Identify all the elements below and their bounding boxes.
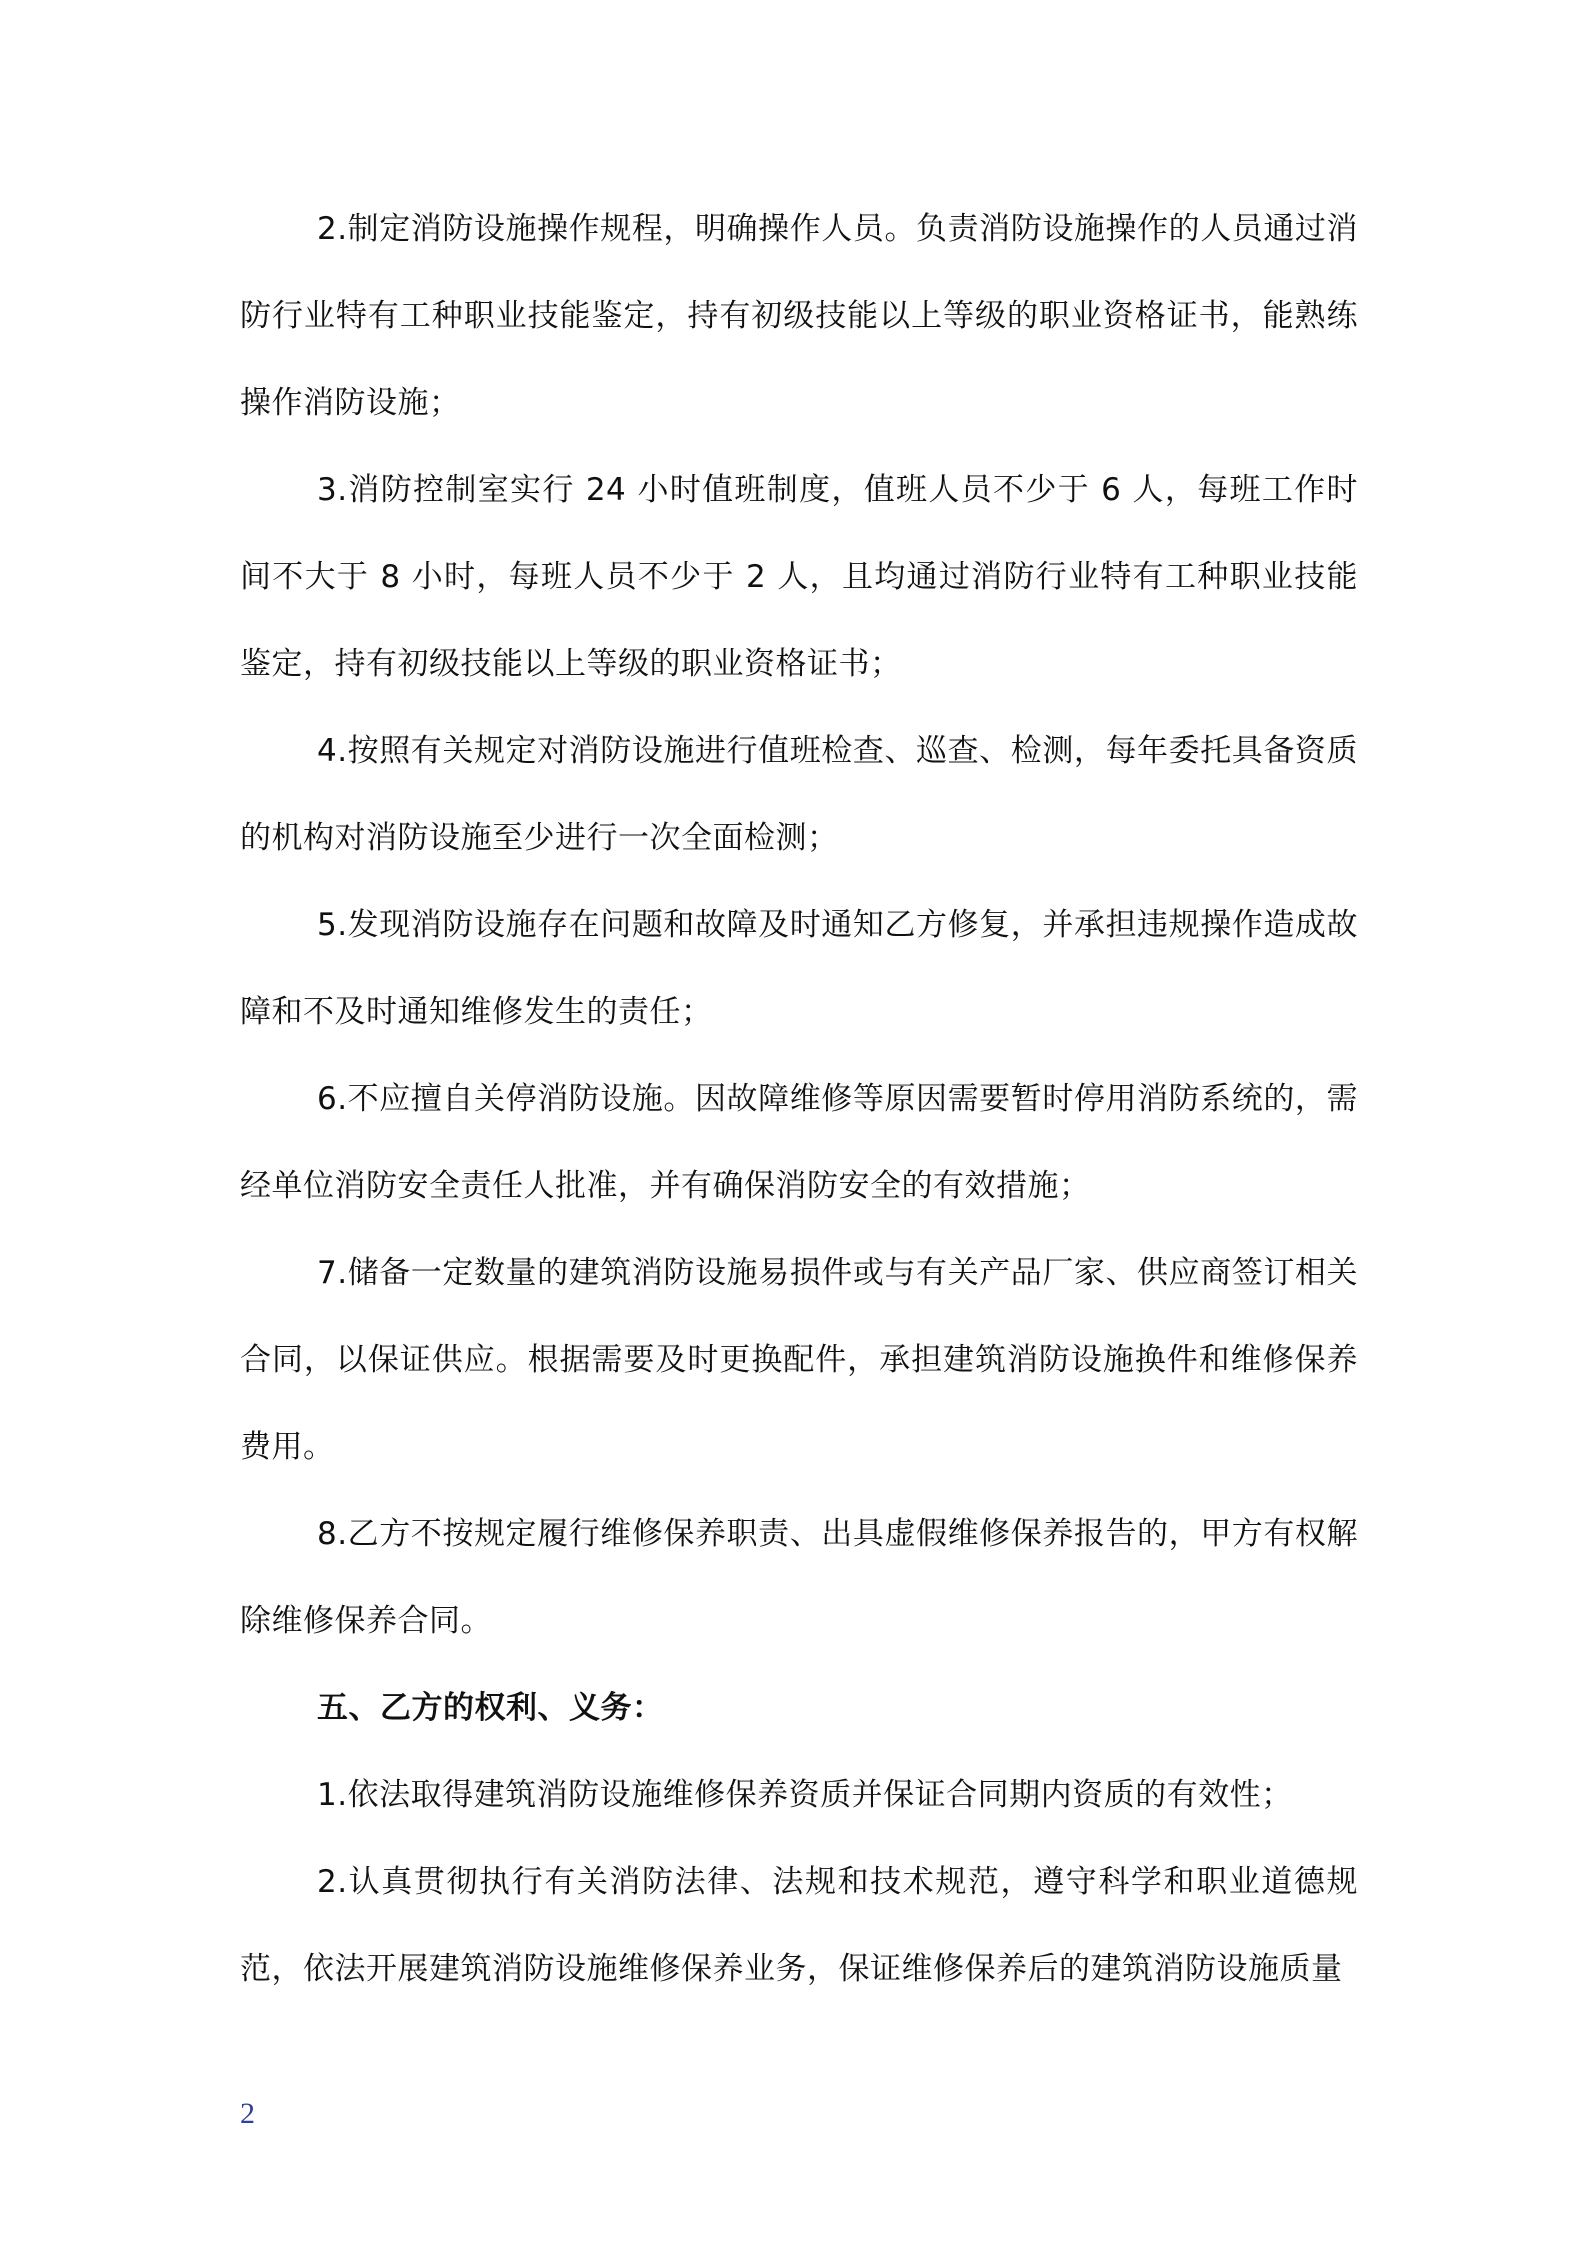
document-body <box>240 186 1358 2013</box>
section-heading: 五、乙方的权利、义务： <box>317 1690 664 1726</box>
paragraph-item-5: 5.发现消防设施存在问题和故障及时通知乙方修复，并承担违规操作造成故障和不及时通知维修发生的责任； <box>240 907 1358 1030</box>
paragraph-item-8: 8.乙方不按规定履行维修保养职责、出具虚假维修保养报告的，甲方有权解除维修保养合同。 <box>240 1516 1358 1639</box>
obligation-item-1: 1.依法取得建筑消防设施维修保养资质并保证合同期内资质的有效性； <box>317 1777 1293 1813</box>
paragraph-item-7: 7.储备一定数量的建筑消防设施易损件或与有关产品厂家、供应商签订相关合同，以保证供应。根据需要及时更换配件，承担建筑消防设施换件和维修保养费用。 <box>240 1255 1358 1465</box>
paragraph-item-4: 4.按照有关规定对消防设施进行值班检查、巡查、检测，每年委托具备资质的机构对消防设施至少进行一次全面检测； <box>240 733 1358 856</box>
obligation-item-2: 2.认真贯彻执行有关消防法律、法规和技术规范，遵守科学和职业道德规范，依法开展建筑消防设施维修保养业务，保证维修保养后的建筑消防设施质量 <box>240 1864 1358 1987</box>
page-number: 2 <box>240 2097 255 2130</box>
paragraph-item-6: 6.不应擅自关停消防设施。因故障维修等原因需要暂时停用消防系统的，需经单位消防安全责任人批准，并有确保消防安全的有效措施； <box>240 1081 1358 1204</box>
paragraph-item-2: 2.制定消防设施操作规程，明确操作人员。负责消防设施操作的人员通过消防行业特有工种职业技能鉴定，持有初级技能以上等级的职业资格证书，能熟练操作消防设施； <box>240 211 1358 421</box>
paragraph-item-3: 3.消防控制室实行 24 小时值班制度，值班人员不少于 6 人，每班工作时间不大于 8 小时，每班人员不少于 2 人，且均通过消防行业特有工种职业技能鉴定，持有初级技能以上等级的职业资格证书； <box>240 472 1358 682</box>
